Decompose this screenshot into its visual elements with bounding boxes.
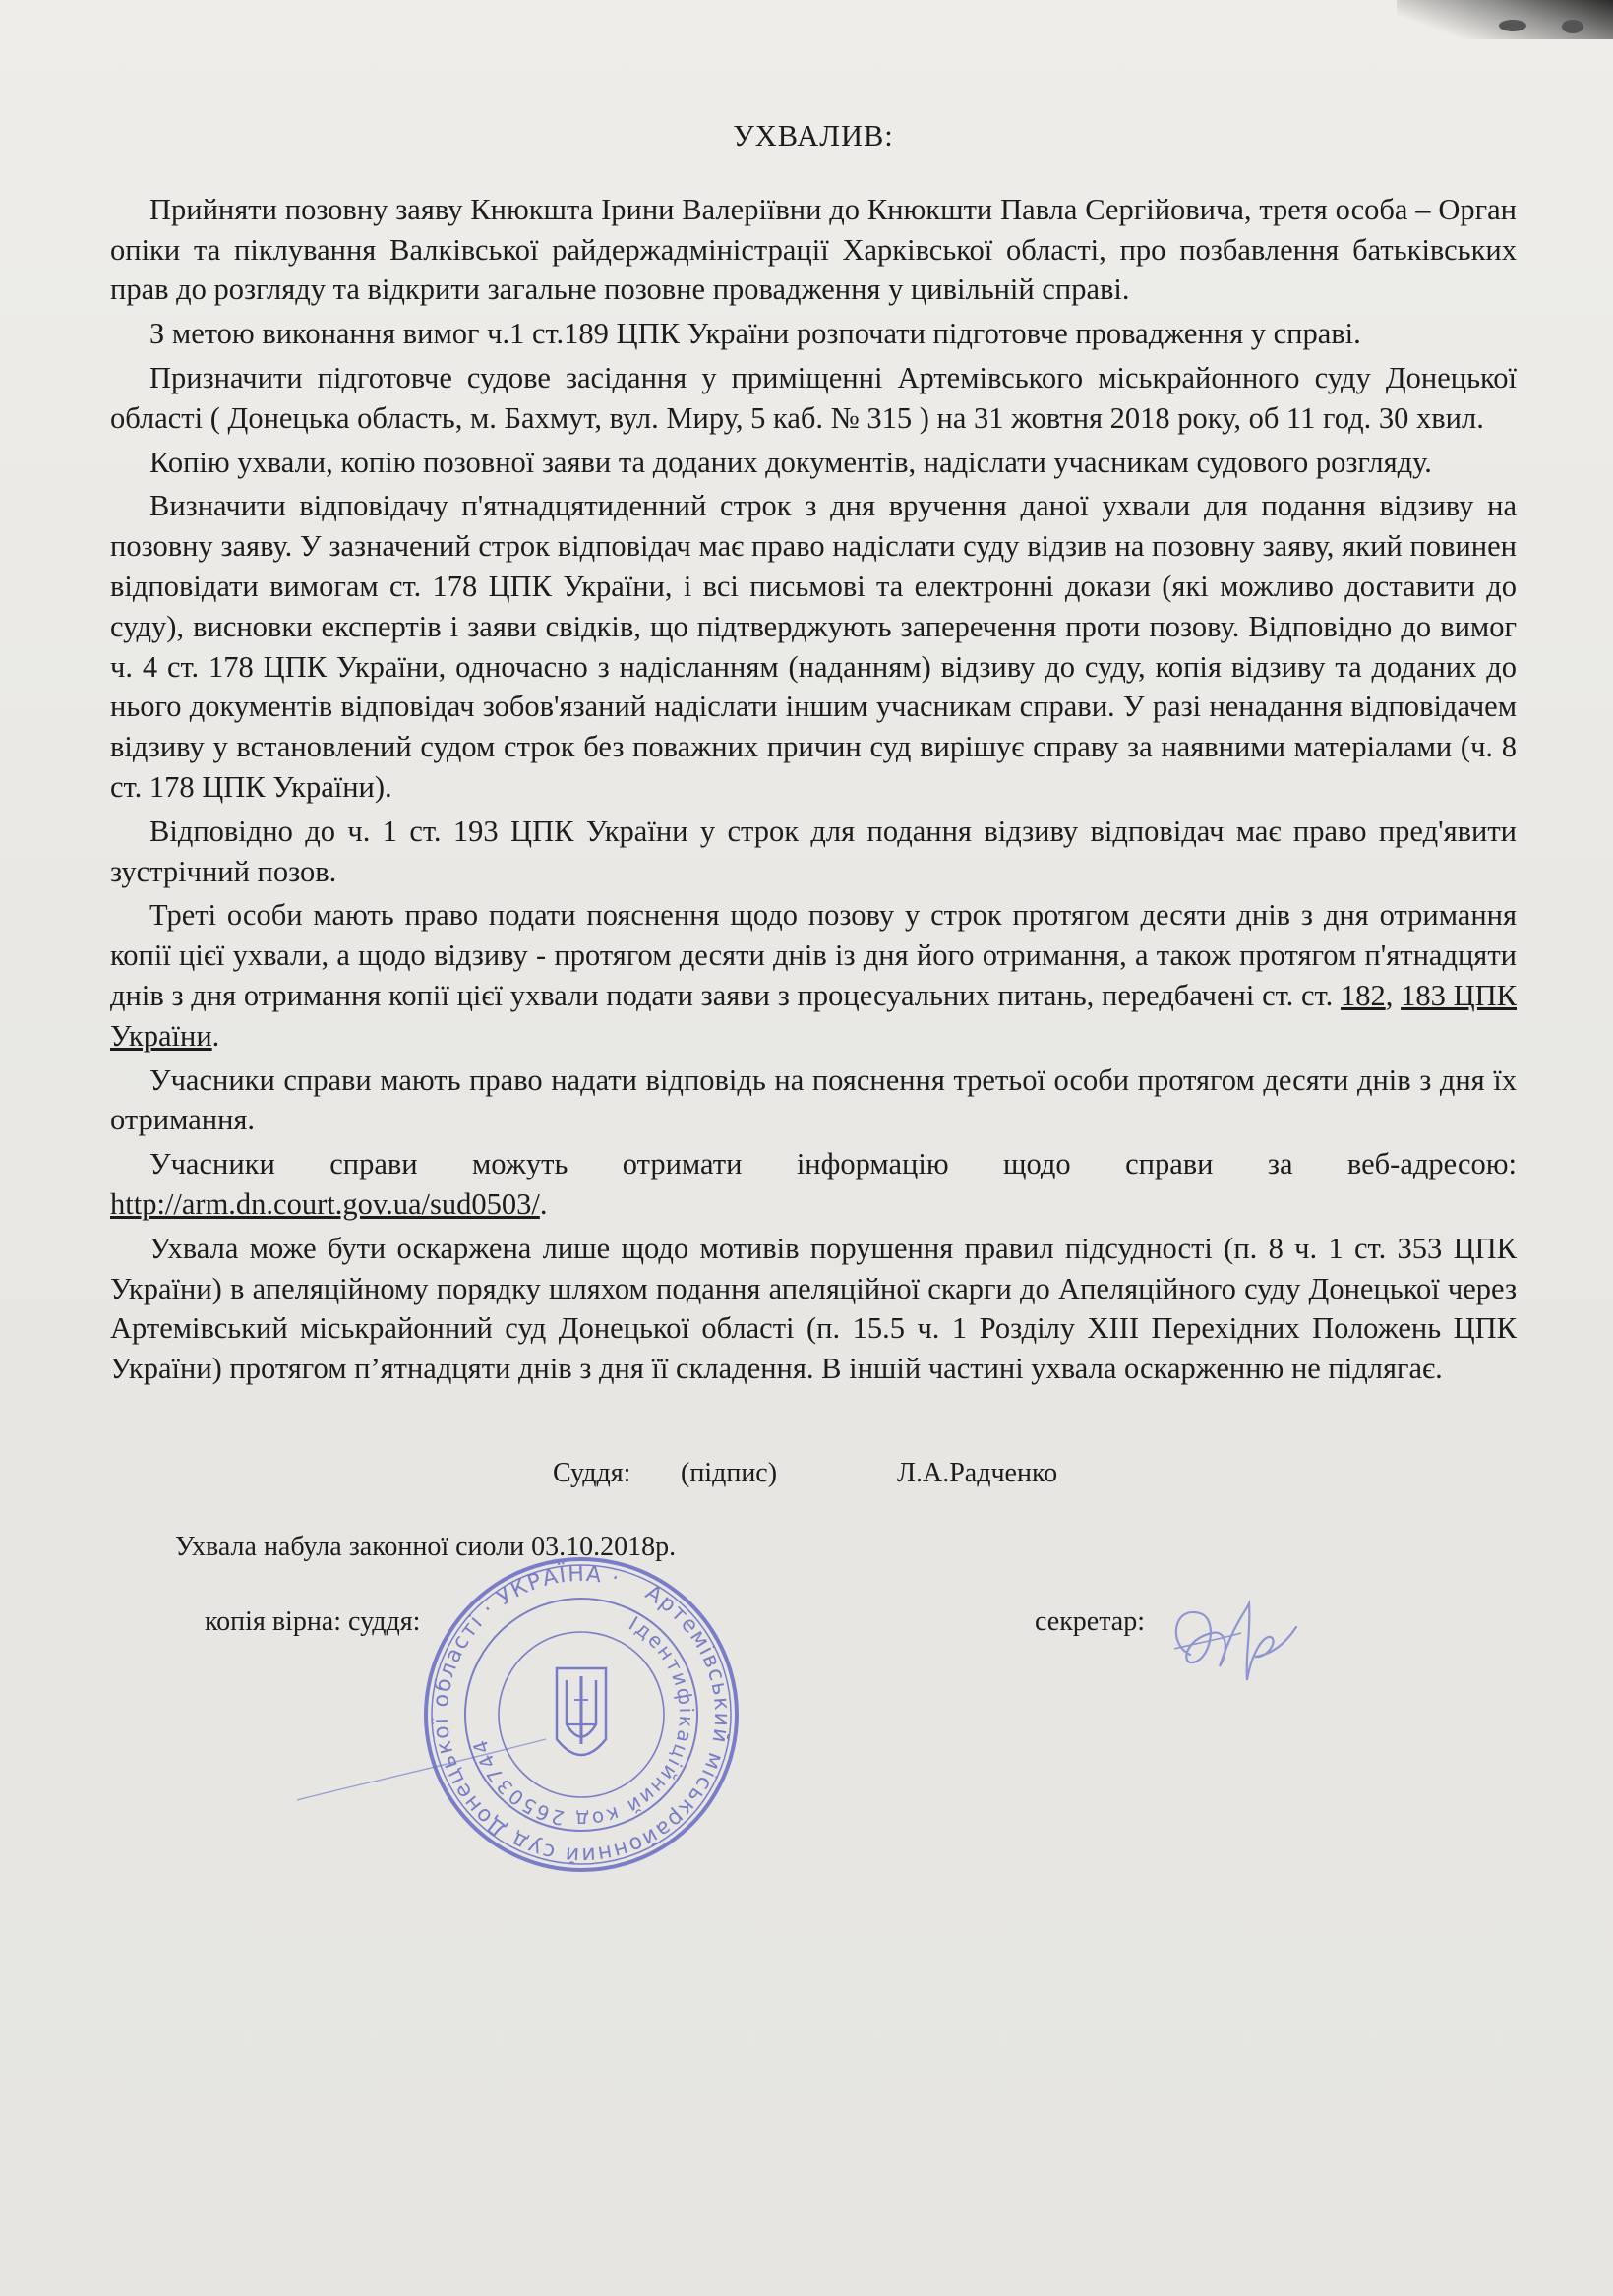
third-parties-end: .: [211, 1018, 220, 1053]
web-info-end: .: [539, 1186, 548, 1221]
paragraph-send-copies: Копію ухвали, копію позовної заяви та доданих документів, надіслати учасникам судового розгляду.: [149, 445, 1432, 479]
paragraph-web-info: [110, 1144, 1517, 1225]
document-heading: УХВАЛИВ:: [733, 119, 894, 152]
trident-emblem-icon: [557, 1668, 606, 1755]
article-183-link[interactable]: 183 ЦПК України: [110, 978, 1517, 1053]
document-body: [110, 116, 1517, 1393]
paragraph-response-term: Визначити відповідачу п'ятнадцятиденний строк з дня вручення даної ухвали для подання відзиву на позовну заяву. У зазначений строк відповідач має право надіслати суду відзив на позовну заяву, який повинен відповідати вимогам ст. 178 ЦПК України, і всі письмові та електронні докази (які можливо доставити до суду), висновки експертів і заяви свідків, що підтверджують заперечення проти позову. Відповідно до вимог ч. 4 ст. 178 ЦПК України, одночасно з надісланням (наданням) відзиву до суду, копія відзиву та доданих до нього документів відповідач зобов'язаний надіслати іншим учасникам справи. У разі ненадання відповідачем відзиву у встановлений судом строк без поважних причин суд вирішує справу за наявними матеріалами (ч. 8 ст. 178 ЦПК України).: [110, 489, 1517, 804]
judge-role-label: Суддя:: [553, 1458, 631, 1488]
secretary-label: секретар:: [1035, 1606, 1146, 1637]
svg-text:Артемівський міськрайонний суд: Артемівський міськрайонний суд Донецької області · УКРАЇНА ·: [428, 1561, 735, 1868]
copy-certified-judge-label: копія вірна: суддя:: [205, 1606, 421, 1637]
judge-name: Л.А.Радченко: [897, 1458, 1058, 1488]
third-parties-separator: ,: [1385, 978, 1402, 1012]
paragraph-preparatory-proceedings: З метою виконання вимог ч.1 ст.189 ЦПК України розпочати підготовче провадження у справі.: [149, 317, 1361, 351]
third-parties-text: Треті особи мають право подати пояснення щодо позову у строк протягом десяти днів з дня отримання копії цієї ухвали, а щодо відзиву - протягом десяти днів із дня його отримання, а також протягом п'ятнадцяти днів з дня отримання копії цієї ухвали подати заяви з процесуальних питань, передбачені ст. ст.: [110, 898, 1517, 1012]
punch-hole: [1562, 20, 1583, 33]
legal-force-note: Ухвала набула законної сиоли 03.10.2018р.: [175, 1532, 677, 1562]
punch-hole: [1499, 20, 1526, 31]
court-seal-stamp: [419, 1552, 744, 1877]
article-182-link[interactable]: 182: [1340, 978, 1386, 1012]
signature-placeholder: (підпис): [681, 1458, 778, 1488]
paragraph-accept-claim: Прийняти позовну заяву Кнюкшта Ірини Валеріївни до Кнюкшти Павла Сергійовича, третя особа – Орган опіки та піклування Валківської райдержадміністрації Харківської області, про позбавлення батьківських прав до розгляду та відкрити загальне позовне провадження у цивільній справі.: [110, 192, 1517, 307]
web-info-text: Учасники справи можуть отримати інформацію щодо справи за веб-адресою:: [149, 1147, 1517, 1181]
paragraph-hearing-schedule: Призначити підготовче судове засідання у приміщенні Артемівського міськрайонного суду Донецької області ( Донецька область, м. Бахмут, вул. Миру, 5 каб. № 315 ) на 31 жовтня 2018 року, об 11 год. 30 хвил.: [110, 360, 1517, 435]
paragraph-counterclaim: Відповідно до ч. 1 ст. 193 ЦПК України у строк для подання відзиву відповідач має право пред'явити зустрічний позов.: [110, 814, 1517, 888]
paragraph-third-parties: [110, 895, 1517, 1056]
paragraph-appeal: Ухвала може бути оскаржена лише щодо мотивів порушення правил підсудності (п. 8 ч. 1 ст. 353 ЦПК України) в апеляційному порядку шляхом подання апеляційної скарги до Апеляційного суду Донецької через Артемівський міськрайонний суд Донецької області (п. 15.5 ч. 1 Розділу XIII Перехідних Положень ЦПК України) протягом п’ятнадцяти днів з дня її складення. В іншій частині ухвала оскарженню не підлягає.: [110, 1231, 1517, 1386]
court-website-link[interactable]: http://arm.dn.court.gov.ua/sud0503/: [110, 1186, 540, 1221]
secretary-signature: [1161, 1586, 1308, 1694]
paragraph-participants-reply: Учасники справи мають право надати відповідь на пояснення третьої особи протягом десяти днів з дня їх отримання.: [110, 1062, 1517, 1137]
svg-text:Ідентифікаційний код 26503744: Ідентифікаційний код 26503744: [467, 1611, 699, 1833]
